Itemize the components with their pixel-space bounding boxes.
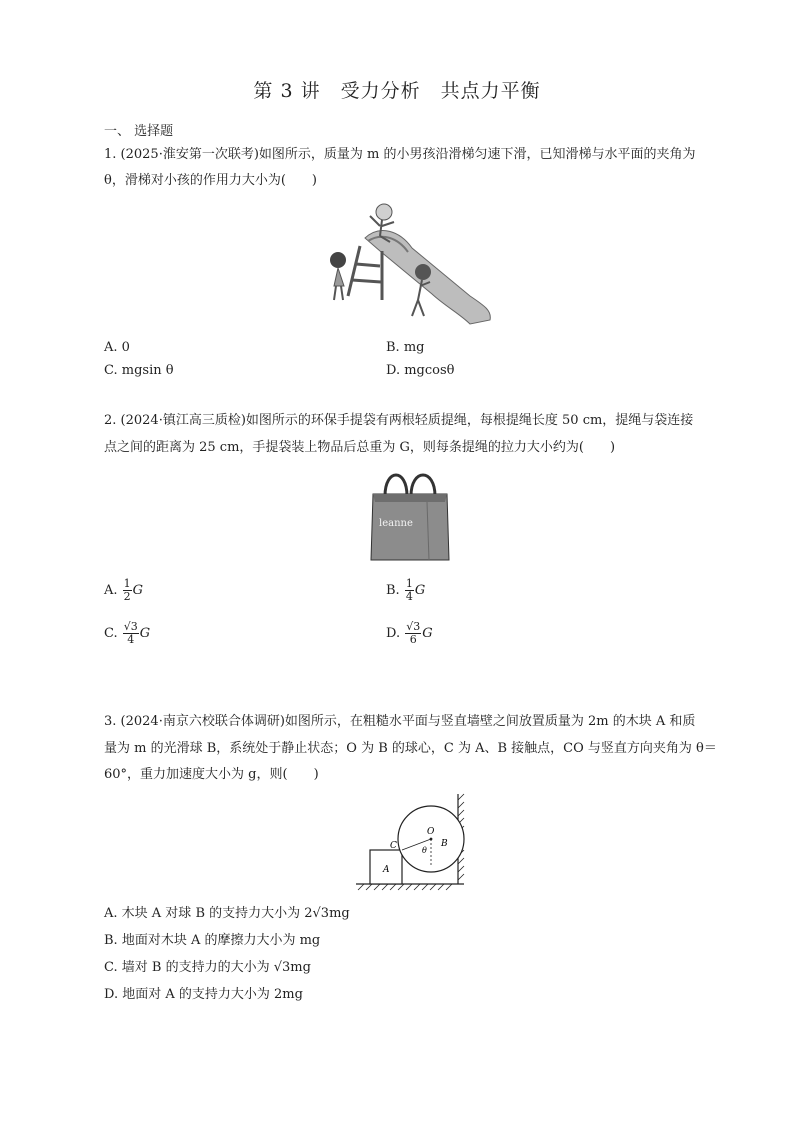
q3-stem-line2: 量为 m 的光滑球 B，系统处于静止状态；O 为 B 的球心，C 为 A、B 接触点，CO 与竖直方向夹角为 θ＝ bbox=[104, 741, 717, 756]
fraction-denominator: 2 bbox=[123, 590, 131, 603]
q1-option-b: B. mg bbox=[386, 340, 425, 355]
q1-option-d: D. mgcosθ bbox=[386, 363, 455, 378]
fraction-suffix: G bbox=[422, 626, 433, 641]
q3-option-b: B. 地面对木块 A 的摩擦力大小为 mg bbox=[104, 933, 321, 948]
q3-option-d: D. 地面对 A 的支持力大小为 2mg bbox=[104, 987, 303, 1002]
q2-option-b bbox=[386, 578, 425, 603]
page-title: 第 3 讲 受力分析 共点力平衡 bbox=[253, 80, 541, 102]
q2-stem-line2: 点之间的距离为 25 cm，手提袋装上物品后总重为 G，则每条提绳的拉力大小约为( ) bbox=[104, 440, 616, 455]
label-a: A bbox=[383, 865, 390, 875]
fraction-numerator: 1 bbox=[405, 577, 413, 590]
q2-option-b-label: B. bbox=[386, 583, 400, 598]
bag-logo-text: leanne bbox=[379, 518, 413, 529]
q3-option-c: C. 墙对 B 的支持力的大小为 √3mg bbox=[104, 960, 311, 975]
fraction-suffix: G bbox=[414, 583, 426, 598]
ball-block-figure bbox=[352, 790, 478, 892]
fraction bbox=[123, 578, 132, 603]
label-o: O bbox=[427, 827, 435, 837]
fraction-numerator: 1 bbox=[123, 577, 131, 590]
q1-stem-line2: θ，滑梯对小孩的作用力大小为( ) bbox=[104, 173, 317, 188]
fraction bbox=[123, 621, 139, 646]
section-heading: 一、 选择题 bbox=[104, 124, 174, 139]
q1-stem-line1: 1. (2025·淮安第一次联考)如图所示，质量为 m 的小男孩沿滑梯匀速下滑，已知滑梯与水平面的夹角为 bbox=[104, 147, 696, 162]
fraction-denominator: 4 bbox=[405, 590, 413, 603]
q2-option-c-label: C. bbox=[104, 626, 118, 641]
fraction-suffix: G bbox=[139, 626, 151, 641]
tote-bag-figure bbox=[367, 466, 453, 564]
q2-option-d bbox=[386, 621, 433, 646]
q3-option-a: A. 木块 A 对球 B 的支持力大小为 2√3mg bbox=[104, 906, 350, 921]
label-b: B bbox=[441, 839, 448, 849]
fraction-suffix: G bbox=[132, 583, 144, 598]
label-theta: θ bbox=[422, 846, 427, 855]
q1-option-a: A. 0 bbox=[104, 340, 130, 355]
q2-option-a-label: A. bbox=[104, 583, 118, 598]
q2-stem-line1: 2. (2024·镇江高三质检)如图所示的环保手提袋有两根轻质提绳，每根提绳长度 50 cm，提绳与袋连接 bbox=[104, 413, 694, 428]
q2-option-d-label: D. bbox=[386, 626, 401, 641]
q3-stem-line1: 3. (2024·南京六校联合体调研)如图所示，在粗糙水平面与竖直墙壁之间放置质量为 2m 的木块 A 和质 bbox=[104, 714, 696, 729]
label-c: C bbox=[390, 841, 397, 851]
fraction-denominator: 4 bbox=[127, 633, 135, 646]
q2-option-a bbox=[104, 578, 143, 603]
fraction-numerator: √3 bbox=[406, 620, 421, 633]
slide-figure bbox=[320, 196, 498, 330]
q3-stem-line3: 60°，重力加速度大小为 g，则( ) bbox=[104, 767, 319, 782]
fraction-numerator: √3 bbox=[123, 620, 138, 633]
fraction-denominator: 6 bbox=[409, 633, 417, 646]
fraction bbox=[405, 578, 414, 603]
q1-option-c: C. mgsin θ bbox=[104, 363, 174, 378]
q2-option-c bbox=[104, 621, 150, 646]
fraction bbox=[405, 621, 421, 646]
